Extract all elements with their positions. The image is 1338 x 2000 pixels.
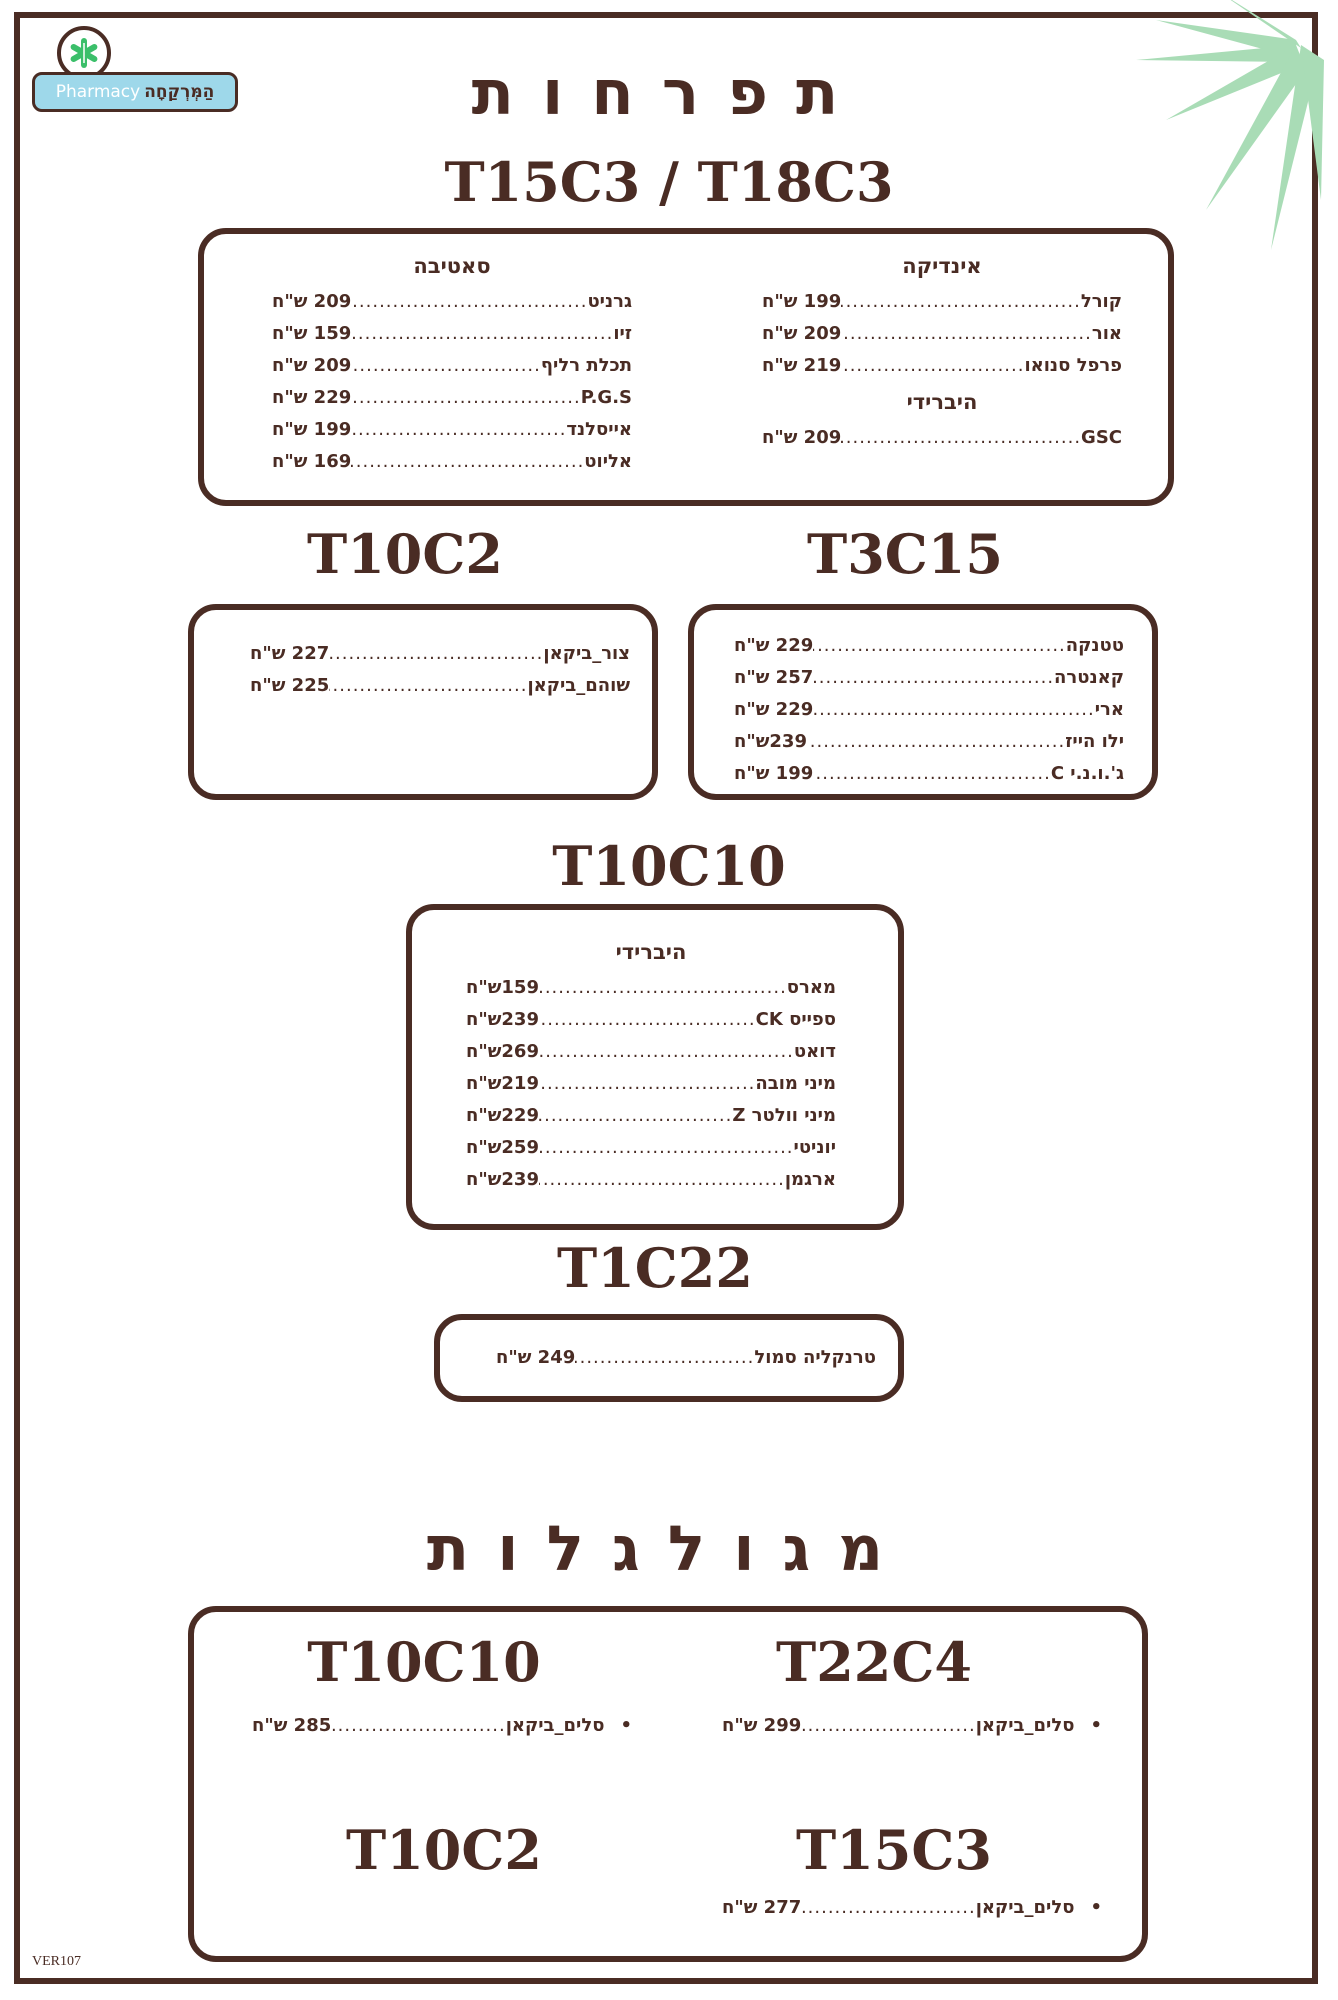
rolled-t22c4-list	[722, 1710, 1102, 1742]
list-item: קאנטרה ..... 257 ש"ח	[734, 662, 1124, 694]
t15c3-box	[198, 228, 1174, 506]
sativa-column	[272, 254, 632, 478]
section-code-t10c2: T10C2	[307, 522, 503, 586]
indica-column	[762, 254, 1122, 454]
section-code-t1c22: T1C22	[557, 1236, 753, 1300]
list-item: גרניט ..... 209 ש"ח	[272, 286, 632, 318]
list-item: אייסלנד ..... 199 ש"ח	[272, 414, 632, 446]
t3c15-box	[688, 604, 1158, 800]
list-item: ארגמן ..... 239ש"ח	[466, 1164, 836, 1196]
list-item: אור ..... 209 ש"ח	[762, 318, 1122, 350]
hybrid-title: היברידי	[906, 390, 978, 414]
list-item: פרפל סנואו ..... 219 ש"ח	[762, 350, 1122, 382]
rolled-t10c10-list	[252, 1710, 632, 1742]
page-title: תפרחות	[471, 56, 867, 129]
list-item: טטנקה ..... 229 ש"ח	[734, 630, 1124, 662]
section-code-t10c10: T10C10	[552, 834, 786, 898]
t3c15-list	[734, 630, 1124, 790]
list-item: קורל ..... 199 ש"ח	[762, 286, 1122, 318]
list-item: צור_ביקאן ..... 227 ש"ח	[250, 638, 630, 670]
rolled-code-t10c2: T10C2	[346, 1818, 542, 1882]
rolled-box	[188, 1606, 1148, 1962]
version-label: VER107	[32, 1954, 81, 1969]
rolled-code-t10c10: T10C10	[307, 1630, 541, 1694]
list-item: תכלת רליף ..... 209 ש"ח	[272, 350, 632, 382]
t10c10-box	[406, 904, 904, 1230]
rolled-code-t22c4: T22C4	[776, 1630, 972, 1694]
t1c22-list	[496, 1342, 876, 1374]
list-item: מארס ..... 159ש"ח	[466, 972, 836, 1004]
cannabis-leaf-icon	[1096, 0, 1326, 260]
list-item: P.G.S ..... 229 ש"ח	[272, 382, 632, 414]
list-item: דואט ..... 269ש"ח	[466, 1036, 836, 1068]
list-item: טרנקליה סמול ..... 249 ש"ח	[496, 1342, 876, 1374]
logo-text-he: הַמְּרְקַחָה	[144, 82, 215, 102]
section-code-t3c15: T3C15	[807, 522, 1003, 586]
t10c10-list	[466, 940, 836, 1196]
list-item: • סלים_ביקאן ..... 299 ש"ח	[722, 1710, 1102, 1742]
list-item: • סלים_ביקאן ..... 277 ש"ח	[722, 1892, 1102, 1924]
section-code-t15c3: T15C3 / T18C3	[444, 150, 894, 214]
list-item: ג'.ו.נ.י C ..... 199 ש"ח	[734, 758, 1124, 790]
sativa-title: סאטיבה	[413, 254, 491, 278]
list-item: זיו ..... 159 ש"ח	[272, 318, 632, 350]
list-item: • סלים_ביקאן ..... 285 ש"ח	[252, 1710, 632, 1742]
list-item: ילו הייז ..... 239ש"ח	[734, 726, 1124, 758]
list-item: ארי ..... 229 ש"ח	[734, 694, 1124, 726]
indica-title: אינדיקה	[902, 254, 982, 278]
rolled-title: מגולגלות	[426, 1512, 912, 1585]
list-item: אליוט ..... 169 ש"ח	[272, 446, 632, 478]
t10c2-box	[188, 604, 658, 800]
list-item: מיני וולטר Z ..... 229ש"ח	[466, 1100, 836, 1132]
list-item: ספייס CK ..... 239ש"ח	[466, 1004, 836, 1036]
rolled-code-t15c3: T15C3	[796, 1818, 992, 1882]
list-item: מיני מובה ..... 219ש"ח	[466, 1068, 836, 1100]
t1c22-box	[434, 1314, 904, 1402]
t10c10-hybrid-title: היברידי	[615, 940, 687, 964]
logo-text-en: Pharmacy	[55, 82, 141, 102]
t10c2-list	[250, 638, 630, 702]
list-item: יוניטי ..... 259ש"ח	[466, 1132, 836, 1164]
rolled-t15c3-list	[722, 1892, 1102, 1924]
list-item: GSC ..... 209 ש"ח	[762, 422, 1122, 454]
list-item: שוהם_ביקאן ..... 225 ש"ח	[250, 670, 630, 702]
